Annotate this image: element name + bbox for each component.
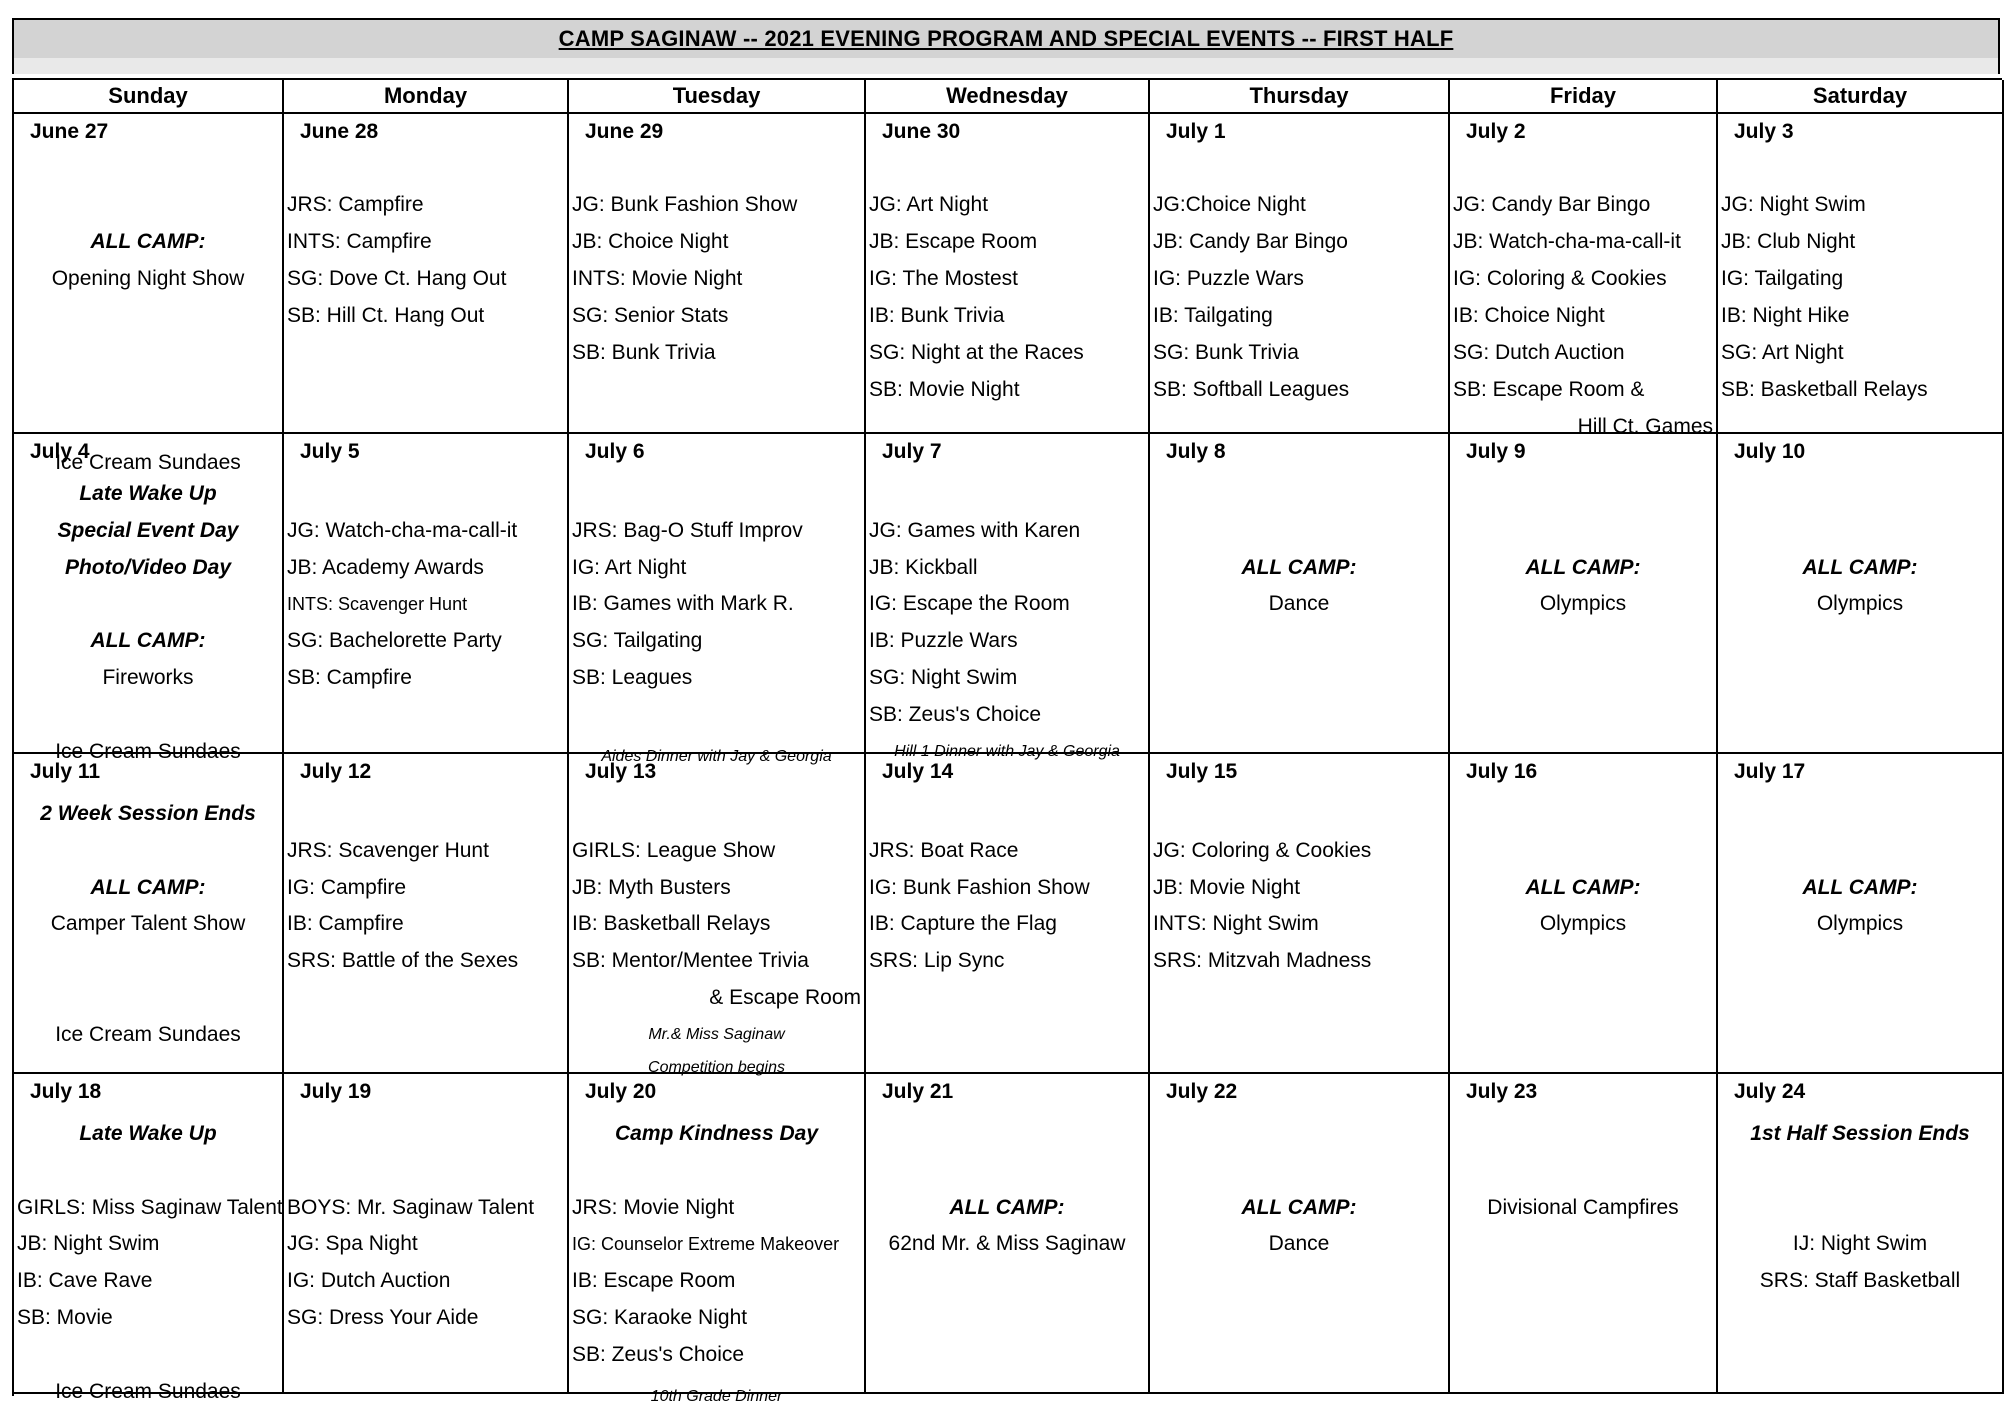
event-item: SG: Night Swim xyxy=(869,666,1018,690)
day-header-tuesday: Tuesday xyxy=(569,80,866,114)
event-note: Hill 1 Dinner with Jay & Georgia xyxy=(894,743,1120,761)
event-note: 10th Grade Dinner xyxy=(650,1387,783,1405)
day-date: July 12 xyxy=(300,760,372,783)
event-item: BOYS: Mr. Saginaw Talent xyxy=(287,1195,535,1219)
event-item: IB: Night Hike xyxy=(1721,303,1850,327)
event-item: SG: Dress Your Aide xyxy=(287,1306,479,1330)
calendar-grid xyxy=(12,78,2002,1405)
event-heading: ALL CAMP: xyxy=(1525,875,1641,899)
day-date: July 13 xyxy=(585,760,657,783)
event-item: JG: Watch-cha-ma-call-it xyxy=(287,518,518,542)
event-item: Ice Cream Sundaes xyxy=(55,1380,241,1404)
event-item: SB: Mentor/Mentee Trivia xyxy=(572,949,809,973)
day-date: July 2 xyxy=(1466,120,1526,143)
day-cell xyxy=(1718,114,2004,434)
event-item: IB: Campfire xyxy=(287,912,404,936)
event-item: JRS: Movie Night xyxy=(572,1195,735,1219)
title-subline xyxy=(14,58,1998,74)
event-heading: ALL CAMP: xyxy=(1241,1195,1357,1219)
day-date: June 27 xyxy=(30,120,109,143)
day-cell xyxy=(284,434,569,754)
day-date: July 19 xyxy=(300,1080,372,1103)
event-item: IB: Games with Mark R. xyxy=(572,592,794,616)
event-item: SB: Escape Room & xyxy=(1453,377,1645,401)
event-heading: ALL CAMP: xyxy=(1525,555,1641,579)
day-date: July 8 xyxy=(1166,440,1226,463)
day-date: July 3 xyxy=(1734,120,1794,143)
day-date: July 10 xyxy=(1734,440,1806,463)
day-date: June 30 xyxy=(882,120,961,143)
event-item: Olympics xyxy=(1816,912,1904,936)
day-cell xyxy=(569,434,866,765)
day-date: July 15 xyxy=(1166,760,1238,783)
day-cell xyxy=(569,754,866,1074)
event-item: Divisional Campfires xyxy=(1487,1195,1679,1219)
day-cell xyxy=(866,1074,1150,1394)
event-item: JB: Night Swim xyxy=(17,1232,160,1256)
event-item: JB: Movie Night xyxy=(1153,875,1301,899)
event-item: SG: Senior Stats xyxy=(572,303,729,327)
event-item: JB: Academy Awards xyxy=(287,555,484,579)
event-item: IG: Tailgating xyxy=(1721,266,1844,290)
day-date: July 5 xyxy=(300,440,360,463)
event-item: JG: Art Night xyxy=(869,192,989,216)
event-item: SB: Basketball Relays xyxy=(1721,377,1928,401)
event-item: Olympics xyxy=(1539,912,1627,936)
day-date: June 29 xyxy=(585,120,664,143)
day-date: July 14 xyxy=(882,760,954,783)
event-item: JG: Candy Bar Bingo xyxy=(1453,192,1651,216)
day-cell xyxy=(1150,1074,1450,1394)
day-date: July 17 xyxy=(1734,760,1806,783)
event-item: IB: Basketball Relays xyxy=(572,912,771,936)
event-item: JRS: Bag-O Stuff Improv xyxy=(572,518,803,542)
event-item: SB: Hill Ct. Hang Out xyxy=(287,303,485,327)
day-cell xyxy=(1150,434,1450,754)
event-item: SB: Zeus's Choice xyxy=(572,1343,745,1367)
event-item: SB: Softball Leagues xyxy=(1153,377,1350,401)
day-date: July 24 xyxy=(1734,1080,1806,1103)
day-cell xyxy=(284,1074,569,1394)
event-item: INTS: Movie Night xyxy=(572,266,743,290)
event-item: JB: Myth Busters xyxy=(572,875,731,899)
event-item: IG: Campfire xyxy=(287,875,407,899)
day-cell xyxy=(14,1074,284,1404)
event-item: JB: Choice Night xyxy=(572,229,729,253)
event-item: SG: Bachelorette Party xyxy=(287,629,502,653)
event-item: Hill Ct. Games xyxy=(1577,414,1713,438)
day-header-saturday: Saturday xyxy=(1718,80,2004,114)
event-item: SRS: Staff Basketball xyxy=(1759,1269,1961,1293)
event-item: IB: Choice Night xyxy=(1453,303,1605,327)
event-item: INTS: Scavenger Hunt xyxy=(287,594,468,615)
day-cell xyxy=(1150,114,1450,434)
event-heading: Special Event Day xyxy=(57,518,239,542)
event-item: JG: Spa Night xyxy=(287,1232,418,1256)
day-header-monday: Monday xyxy=(284,80,569,114)
event-item: SG: Tailgating xyxy=(572,629,703,653)
event-item: IG: The Mostest xyxy=(869,266,1018,290)
event-item: Dance xyxy=(1268,1232,1330,1256)
event-item: Olympics xyxy=(1816,592,1904,616)
event-item: SB: Leagues xyxy=(572,666,693,690)
event-item: IG: Puzzle Wars xyxy=(1153,266,1304,290)
event-item: IB: Cave Rave xyxy=(17,1269,153,1293)
event-heading: ALL CAMP: xyxy=(90,629,206,653)
event-item: JB: Candy Bar Bingo xyxy=(1153,229,1348,253)
event-item: JB: Watch-cha-ma-call-it xyxy=(1453,229,1681,253)
event-item: IG: Bunk Fashion Show xyxy=(869,875,1090,899)
day-cell xyxy=(1718,1074,2004,1394)
day-cell xyxy=(1150,754,1450,1074)
day-date: July 20 xyxy=(585,1080,657,1103)
event-item: IG: Dutch Auction xyxy=(287,1269,451,1293)
event-item: & Escape Room xyxy=(709,986,861,1010)
event-item: IB: Capture the Flag xyxy=(869,912,1057,936)
event-item: Camper Talent Show xyxy=(50,912,246,936)
event-item: JRS: Scavenger Hunt xyxy=(287,838,489,862)
title-bar xyxy=(12,18,2000,74)
event-item: Ice Cream Sundaes xyxy=(55,451,241,475)
day-cell xyxy=(1450,434,1718,754)
day-date: July 18 xyxy=(30,1080,102,1103)
day-date: July 9 xyxy=(1466,440,1526,463)
event-heading: 1st Half Session Ends xyxy=(1750,1121,1970,1145)
day-header-sunday: Sunday xyxy=(14,80,284,114)
event-heading: ALL CAMP: xyxy=(90,875,206,899)
day-cell xyxy=(1450,114,1718,438)
event-heading: ALL CAMP: xyxy=(949,1195,1065,1219)
day-header-friday: Friday xyxy=(1450,80,1718,114)
event-heading: ALL CAMP: xyxy=(90,229,206,253)
event-heading: 2 Week Session Ends xyxy=(40,801,256,825)
event-item: Ice Cream Sundaes xyxy=(55,1023,241,1047)
event-item: Ice Cream Sundaes xyxy=(55,740,241,764)
day-cell xyxy=(1450,754,1718,1074)
event-item: SB: Zeus's Choice xyxy=(869,703,1042,727)
event-item: IB: Bunk Trivia xyxy=(869,303,1005,327)
event-item: SB: Movie Night xyxy=(869,377,1020,401)
event-heading: Late Wake Up xyxy=(79,1121,217,1145)
event-item: JB: Kickball xyxy=(869,555,978,579)
event-item: JB: Escape Room xyxy=(869,229,1038,253)
event-item: IJ: Night Swim xyxy=(1792,1232,1928,1256)
day-date: July 1 xyxy=(1166,120,1226,143)
event-item: SB: Campfire xyxy=(287,666,412,690)
event-item: JG:Choice Night xyxy=(1153,192,1306,216)
day-header-thursday: Thursday xyxy=(1150,80,1450,114)
event-item: SG: Dove Ct. Hang Out xyxy=(287,266,507,290)
day-date: July 6 xyxy=(585,440,645,463)
day-date: July 4 xyxy=(30,440,90,463)
event-item: INTS: Night Swim xyxy=(1153,912,1319,936)
event-note: Aides Dinner with Jay & Georgia xyxy=(601,747,832,765)
day-date: July 23 xyxy=(1466,1080,1538,1103)
day-cell xyxy=(14,754,284,1074)
day-cell xyxy=(569,114,866,434)
event-item: Opening Night Show xyxy=(51,266,245,290)
event-heading: Photo/Video Day xyxy=(64,555,232,579)
day-cell xyxy=(284,754,569,1074)
day-date: July 22 xyxy=(1166,1080,1238,1103)
day-date: June 28 xyxy=(300,120,379,143)
day-cell xyxy=(1450,1074,1718,1394)
event-item: Olympics xyxy=(1539,592,1627,616)
event-item: JG: Games with Karen xyxy=(869,518,1081,542)
event-item: JG: Night Swim xyxy=(1721,192,1866,216)
event-item: SRS: Lip Sync xyxy=(869,949,1005,973)
day-date: July 11 xyxy=(30,760,101,783)
day-date: July 16 xyxy=(1466,760,1538,783)
event-item: JG: Bunk Fashion Show xyxy=(572,192,798,216)
event-item: JB: Club Night xyxy=(1721,229,1856,253)
event-item: IG: Art Night xyxy=(572,555,687,579)
day-date: July 21 xyxy=(882,1080,954,1103)
event-item: SB: Movie xyxy=(17,1306,113,1330)
day-cell xyxy=(14,434,284,764)
event-item: SB: Bunk Trivia xyxy=(572,340,716,364)
event-item: IB: Escape Room xyxy=(572,1269,736,1293)
event-note: Mr.& Miss Saginaw xyxy=(648,1026,785,1044)
event-item: SG: Bunk Trivia xyxy=(1153,340,1299,364)
event-item: SG: Night at the Races xyxy=(869,340,1084,364)
event-heading: Late Wake Up xyxy=(79,481,217,505)
day-header-wednesday: Wednesday xyxy=(866,80,1150,114)
page-title: CAMP SAGINAW -- 2021 EVENING PROGRAM AND SPECIAL EVENTS -- FIRST HALF xyxy=(558,26,1454,51)
day-cell xyxy=(1718,434,2004,754)
event-heading: ALL CAMP: xyxy=(1241,555,1357,579)
event-item: IB: Tailgating xyxy=(1153,303,1273,327)
event-item: SRS: Battle of the Sexes xyxy=(287,949,519,973)
event-heading: ALL CAMP: xyxy=(1802,555,1918,579)
event-item: SG: Karaoke Night xyxy=(572,1306,748,1330)
event-item: IG: Counselor Extreme Makeover xyxy=(572,1234,840,1255)
event-item: INTS: Campfire xyxy=(287,229,432,253)
event-item: SG: Dutch Auction xyxy=(1453,340,1625,364)
event-item: JRS: Campfire xyxy=(287,192,424,216)
day-date: July 7 xyxy=(882,440,942,463)
event-item: IB: Puzzle Wars xyxy=(869,629,1018,653)
event-item: GIRLS: Miss Saginaw Talent xyxy=(17,1195,283,1219)
day-cell xyxy=(866,434,1150,761)
day-cell xyxy=(866,114,1150,434)
event-item: Fireworks xyxy=(102,666,194,690)
day-cell xyxy=(569,1074,866,1405)
event-item: GIRLS: League Show xyxy=(572,838,776,862)
event-item: JG: Coloring & Cookies xyxy=(1153,838,1372,862)
event-item: IG: Coloring & Cookies xyxy=(1453,266,1667,290)
event-item: Dance xyxy=(1268,592,1330,616)
event-item: JRS: Boat Race xyxy=(869,838,1019,862)
event-heading: ALL CAMP: xyxy=(1802,875,1918,899)
event-heading: Camp Kindness Day xyxy=(614,1121,819,1145)
event-note: Competition begins xyxy=(648,1058,785,1076)
event-item: 62nd Mr. & Miss Saginaw xyxy=(888,1232,1126,1256)
day-cell xyxy=(284,114,569,434)
event-item: IG: Escape the Room xyxy=(869,592,1070,616)
event-item: SRS: Mitzvah Madness xyxy=(1153,949,1372,973)
day-cell xyxy=(866,754,1150,1074)
day-cell xyxy=(1718,754,2004,1074)
event-item: SG: Art Night xyxy=(1721,340,1844,364)
